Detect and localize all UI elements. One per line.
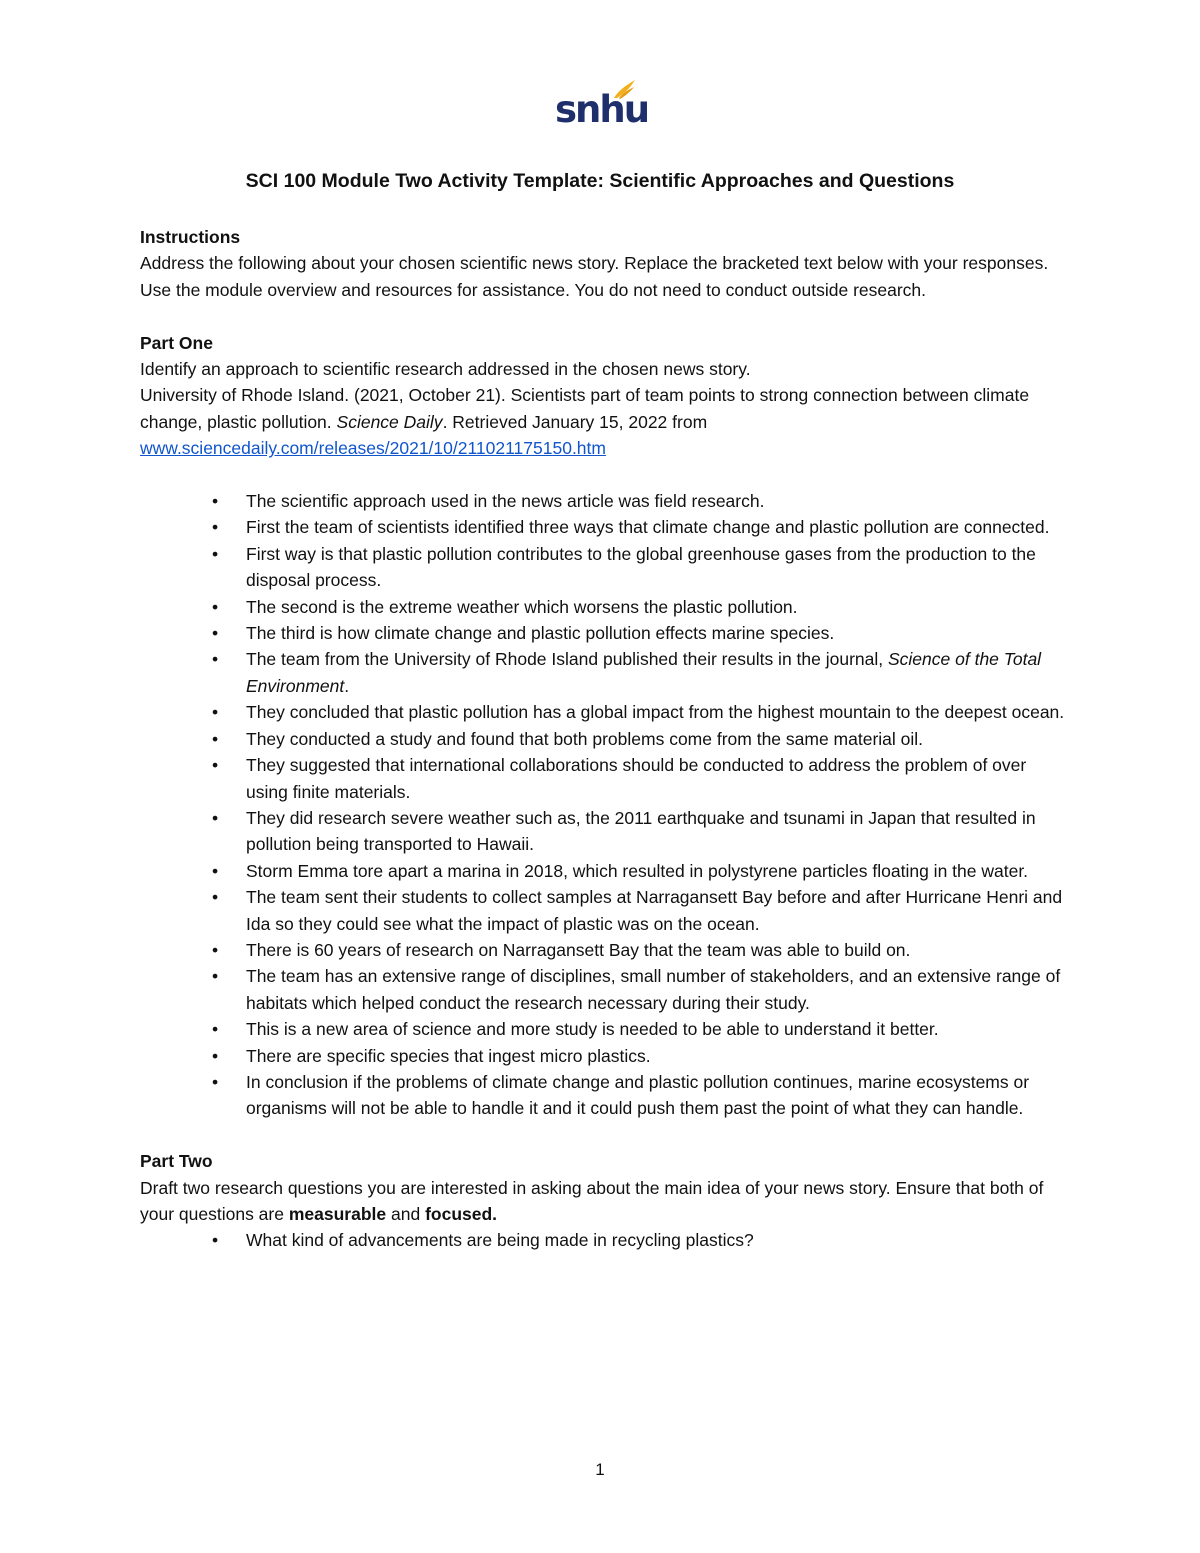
bullet-icon: • [212,1230,219,1251]
list-item: • There are specific species that ingest micro plastics. [140,1043,1070,1069]
focused-label: focused. [425,1203,498,1224]
list-item: • What kind of advancements are being made in recycling plastics? [140,1227,1070,1253]
list-item: • Storm Emma tore apart a marina in 2018, which resulted in polystyrene particles floating in the water. [140,858,1070,884]
instructions-text: Address the following about your chosen scientific news story. Replace the bracketed text below with your responses. Use the module overview and resources for assistance. You do not need to conduct outside research. [140,253,1049,300]
document-title: SCI 100 Module Two Activity Template: Scientific Approaches and Questions [245,170,955,192]
list-item: • The team sent their students to collect samples at Narragansett Bay before and after Hurricane Henri and Ida so they could see what the impact of plastic was on the ocean. [140,884,1070,937]
list-item: • First way is that plastic pollution contributes to the global greenhouse gases from the production to the disposal process. [140,541,1070,594]
part-one-heading: Part One [140,332,213,353]
part-one-bullet-list [140,488,1070,1122]
list-item: • They conducted a study and found that both problems come from the same material oil. [140,726,1070,752]
list-item: • The third is how climate change and plastic pollution effects marine species. [140,620,1070,646]
instructions-heading: Instructions [140,227,241,247]
snhu-logo [555,78,649,132]
bullet-icon: • [212,649,219,670]
list-item: • They concluded that plastic pollution has a global impact from the highest mountain to the deepest ocean. [140,699,1070,725]
bullet-icon: • [212,966,219,987]
bullet-icon: • [212,702,219,723]
part-one-prompt: Identify an approach to scientific research addressed in the chosen news story. [140,359,751,380]
list-item: • They suggested that international collaborations should be conducted to address the problem of over using finite materials. [140,752,1070,805]
list-item: • The team has an extensive range of disciplines, small number of stakeholders, and an extensive range of habitats which helped conduct the research necessary during their study. [140,963,1070,1016]
part-two-prompt: Draft two research questions you are interested in asking about the main idea of your news story. Ensure that both of your questions are measurable and focused. [140,1177,1044,1224]
list-item: • In conclusion if the problems of climate change and plastic pollution continues, marine ecosystems or organisms will not be able to handle it and it could push them past the point of what they can handle. [140,1069,1070,1122]
list-item: • The second is the extreme weather which worsens the plastic pollution. [140,594,1070,620]
list-item: • There is 60 years of research on Narragansett Bay that the team was able to build on. [140,937,1070,963]
citation-journal: Science Daily [336,411,443,432]
bullet-icon: • [212,728,219,749]
bullet-icon: • [212,543,219,564]
page-number: 1 [595,1460,605,1479]
bullet-icon: • [212,491,219,512]
bullet-icon: • [212,860,219,881]
list-item: • First the team of scientists identified three ways that climate change and plastic pollution are connected. [140,514,1070,540]
citation-link[interactable]: www.sciencedaily.com/releases/2021/10/211021175150.htm [140,438,606,459]
list-item: • The scientific approach used in the news article was field research. [140,488,1070,514]
part-two-bullet-list [140,1227,1070,1253]
list-item: • This is a new area of science and more study is needed to be able to understand it better. [140,1016,1070,1042]
bullet-icon: • [212,887,219,908]
bullet-icon: • [212,755,219,776]
document-body [140,224,1070,1254]
citation [140,382,1070,435]
measurable-label: measurable [288,1203,387,1224]
logo-text: snhu [555,88,649,131]
bullet-icon: • [212,623,219,644]
citation-retrieved: . Retrieved January 15, 2022 from [442,411,708,432]
bullet-icon: • [212,1071,219,1092]
part-two-heading: Part Two [140,1151,213,1172]
bullet-icon: • [212,939,219,960]
citation-text: University of Rhode Island. (2021, October 21). Scientists part of team points to strong connection between climate change, plastic pollution. [140,385,1030,432]
list-item: • They did research severe weather such as, the 2011 earthquake and tsunami in Japan that resulted in pollution being transported to Hawaii. [140,805,1070,858]
bullet-icon: • [212,517,219,538]
bullet-icon: • [212,596,219,617]
bullet-icon: • [212,1045,219,1066]
list-item: • The team from the University of Rhode Island published their results in the journal, Science of the Total Environment. [140,646,1070,699]
bullet-icon: • [212,807,219,828]
bullet-icon: • [212,1019,219,1040]
